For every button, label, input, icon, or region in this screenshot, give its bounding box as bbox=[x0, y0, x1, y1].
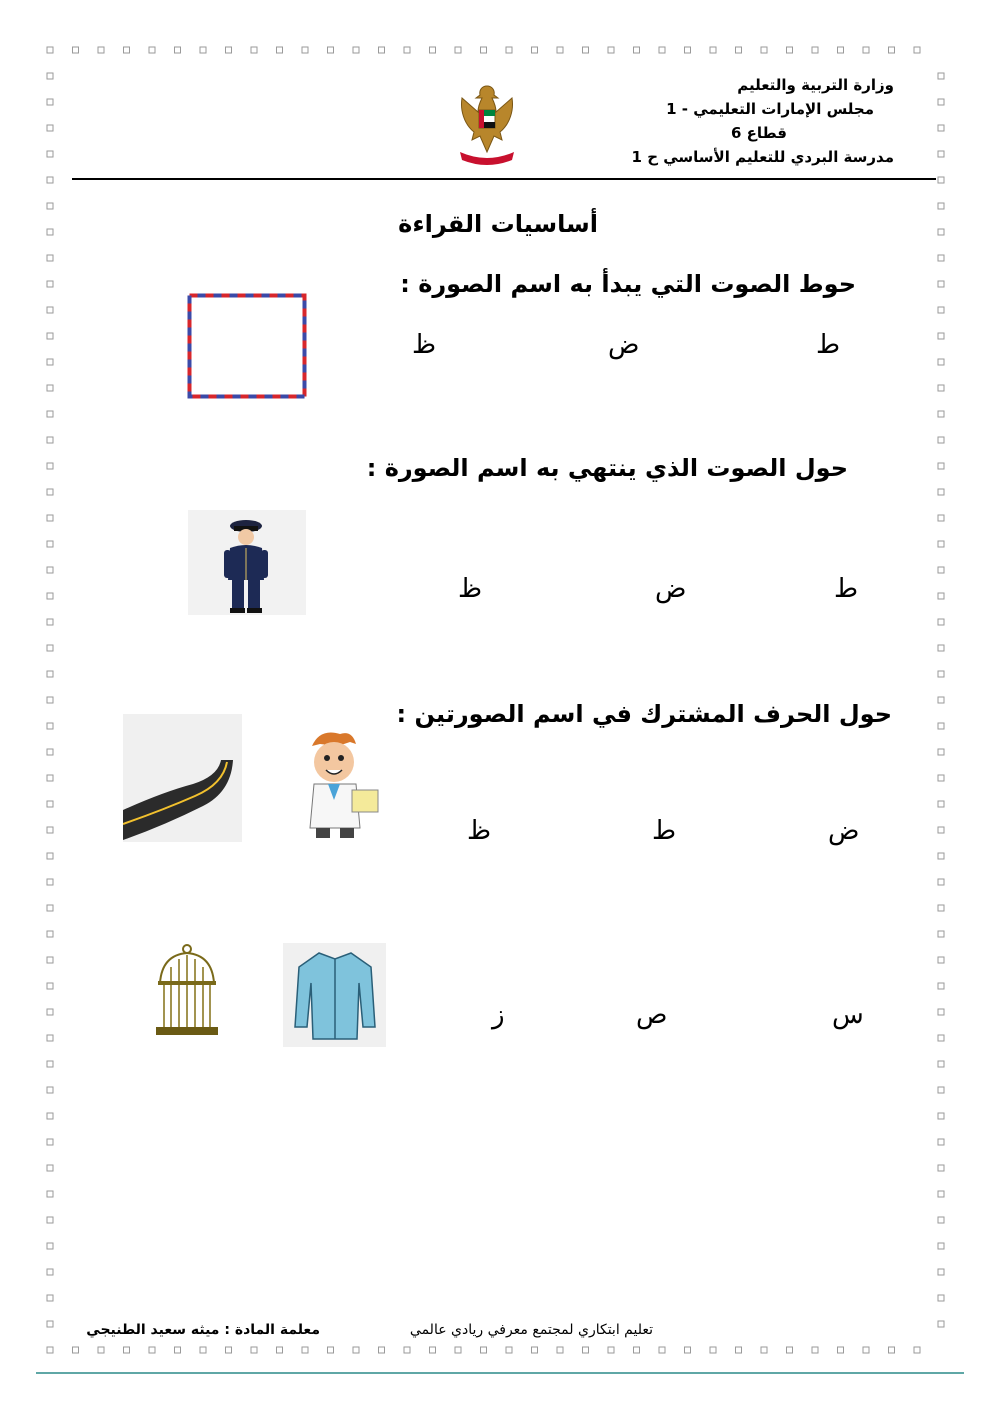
border-square bbox=[47, 203, 53, 209]
border-square bbox=[583, 47, 589, 53]
border-square bbox=[863, 1347, 869, 1353]
section-2-letter-3[interactable]: ظ bbox=[458, 574, 483, 604]
border-square bbox=[47, 931, 53, 937]
border-square bbox=[659, 47, 665, 53]
border-square bbox=[47, 411, 53, 417]
border-square bbox=[47, 1217, 53, 1223]
border-square bbox=[200, 1347, 206, 1353]
border-square bbox=[685, 1347, 691, 1353]
border-square bbox=[124, 1347, 130, 1353]
border-square bbox=[124, 47, 130, 53]
border-square bbox=[608, 1347, 614, 1353]
border-square bbox=[47, 99, 53, 105]
section-4-letter-3[interactable]: ز bbox=[492, 1000, 505, 1030]
border-square bbox=[47, 359, 53, 365]
border-square bbox=[938, 1269, 944, 1275]
birdcage-icon bbox=[152, 943, 222, 1039]
border-square bbox=[938, 359, 944, 365]
border-square bbox=[47, 1269, 53, 1275]
border-square bbox=[938, 463, 944, 469]
border-square bbox=[938, 515, 944, 521]
border-square bbox=[47, 489, 53, 495]
border-square bbox=[47, 47, 53, 53]
border-square bbox=[889, 1347, 895, 1353]
border-square bbox=[938, 1035, 944, 1041]
section-1-letter-3[interactable]: ظ bbox=[412, 330, 437, 360]
header-sector: قطاع 6 bbox=[731, 124, 787, 142]
envelope-frame-icon bbox=[187, 293, 307, 399]
border-square bbox=[226, 1347, 232, 1353]
border-square bbox=[938, 307, 944, 313]
section-4-letter-2[interactable]: ص bbox=[636, 1000, 668, 1030]
section-4-letter-1[interactable]: س bbox=[832, 1000, 864, 1030]
border-square bbox=[47, 437, 53, 443]
border-square bbox=[938, 1295, 944, 1301]
border-square bbox=[149, 47, 155, 53]
border-square bbox=[73, 1347, 79, 1353]
border-square bbox=[200, 47, 206, 53]
border-square bbox=[938, 99, 944, 105]
border-square bbox=[938, 1191, 944, 1197]
footer-teacher: معلمة المادة : ميثه سعيد الطنيجي bbox=[86, 1322, 320, 1338]
border-square bbox=[938, 541, 944, 547]
border-square bbox=[455, 1347, 461, 1353]
border-square bbox=[47, 1191, 53, 1197]
border-square bbox=[634, 1347, 640, 1353]
border-square bbox=[938, 1217, 944, 1223]
border-square bbox=[47, 1087, 53, 1093]
border-square bbox=[47, 385, 53, 391]
border-square bbox=[47, 1243, 53, 1249]
border-square bbox=[863, 47, 869, 53]
border-square bbox=[47, 229, 53, 235]
border-square bbox=[353, 1347, 359, 1353]
border-square bbox=[226, 47, 232, 53]
border-square bbox=[47, 1165, 53, 1171]
border-square bbox=[47, 1295, 53, 1301]
border-square bbox=[761, 1347, 767, 1353]
border-square bbox=[938, 827, 944, 833]
border-square bbox=[710, 1347, 716, 1353]
border-square bbox=[736, 47, 742, 53]
border-square bbox=[47, 1347, 53, 1353]
border-square bbox=[557, 47, 563, 53]
border-square bbox=[736, 1347, 742, 1353]
border-square bbox=[47, 749, 53, 755]
border-square bbox=[47, 541, 53, 547]
section-3-instruction: حول الحرف المشترك في اسم الصورتين : bbox=[396, 700, 892, 728]
police-officer-icon bbox=[188, 510, 306, 615]
border-square bbox=[47, 73, 53, 79]
border-square bbox=[47, 957, 53, 963]
border-square bbox=[938, 411, 944, 417]
border-square bbox=[47, 177, 53, 183]
border-square bbox=[938, 1243, 944, 1249]
border-square bbox=[47, 307, 53, 313]
border-square bbox=[47, 463, 53, 469]
border-square bbox=[353, 47, 359, 53]
border-square bbox=[812, 1347, 818, 1353]
border-square bbox=[787, 47, 793, 53]
border-square bbox=[47, 1113, 53, 1119]
header-school: مدرسة البردي للتعليم الأساسي ح 1 bbox=[631, 148, 894, 166]
border-square bbox=[47, 1139, 53, 1145]
border-square bbox=[938, 723, 944, 729]
border-square bbox=[455, 47, 461, 53]
border-square bbox=[430, 1347, 436, 1353]
border-square bbox=[938, 489, 944, 495]
border-square bbox=[47, 645, 53, 651]
border-square bbox=[659, 1347, 665, 1353]
border-square bbox=[608, 47, 614, 53]
border-square bbox=[938, 333, 944, 339]
border-square bbox=[761, 47, 767, 53]
border-square bbox=[98, 1347, 104, 1353]
border-square bbox=[914, 47, 920, 53]
border-square bbox=[175, 1347, 181, 1353]
border-square bbox=[47, 671, 53, 677]
border-square bbox=[914, 1347, 920, 1353]
border-square bbox=[938, 1165, 944, 1171]
border-square bbox=[938, 281, 944, 287]
border-square bbox=[938, 1113, 944, 1119]
border-square bbox=[47, 827, 53, 833]
border-square bbox=[938, 177, 944, 183]
border-square bbox=[47, 801, 53, 807]
border-square bbox=[379, 1347, 385, 1353]
border-square bbox=[838, 1347, 844, 1353]
border-square bbox=[938, 151, 944, 157]
section-2-letter-2[interactable]: ض bbox=[655, 574, 687, 604]
footer-slogan: تعليم ابتكاري لمجتمع معرفي ريادي عالمي bbox=[409, 1322, 653, 1338]
border-square bbox=[47, 1321, 53, 1327]
border-square bbox=[634, 47, 640, 53]
border-square bbox=[938, 255, 944, 261]
section-2-letter-1[interactable]: ط bbox=[834, 574, 859, 604]
border-square bbox=[938, 853, 944, 859]
border-square bbox=[277, 47, 283, 53]
border-square bbox=[583, 1347, 589, 1353]
section-2-instruction: حول الصوت الذي ينتهي به اسم الصورة : bbox=[366, 454, 848, 482]
border-square bbox=[938, 1087, 944, 1093]
border-square bbox=[938, 567, 944, 573]
border-square bbox=[302, 47, 308, 53]
border-square bbox=[938, 1139, 944, 1145]
border-square bbox=[938, 437, 944, 443]
border-square bbox=[938, 957, 944, 963]
border-square bbox=[938, 1009, 944, 1015]
border-square bbox=[532, 1347, 538, 1353]
border-square bbox=[938, 203, 944, 209]
border-square bbox=[47, 697, 53, 703]
border-square bbox=[938, 385, 944, 391]
border-square bbox=[47, 333, 53, 339]
border-square bbox=[938, 1061, 944, 1067]
uae-emblem-falcon-icon bbox=[452, 80, 522, 168]
shirt-icon bbox=[283, 943, 386, 1047]
border-square bbox=[47, 1035, 53, 1041]
border-square bbox=[47, 593, 53, 599]
border-square bbox=[328, 1347, 334, 1353]
border-square bbox=[938, 931, 944, 937]
border-square bbox=[404, 47, 410, 53]
border-square bbox=[47, 619, 53, 625]
border-square bbox=[685, 47, 691, 53]
border-square bbox=[98, 47, 104, 53]
border-square bbox=[47, 255, 53, 261]
border-square bbox=[47, 983, 53, 989]
border-square bbox=[47, 125, 53, 131]
section-1-letter-1[interactable]: ط bbox=[816, 330, 841, 360]
border-square bbox=[328, 47, 334, 53]
doctor-icon bbox=[290, 728, 390, 840]
border-square bbox=[557, 1347, 563, 1353]
section-1-instruction: حوط الصوت التي يبدأ به اسم الصورة : bbox=[400, 270, 856, 298]
section-3-letter-2[interactable]: ط bbox=[652, 816, 677, 846]
border-square bbox=[710, 47, 716, 53]
border-square bbox=[938, 125, 944, 131]
border-square bbox=[47, 1009, 53, 1015]
border-square bbox=[404, 1347, 410, 1353]
border-square bbox=[302, 1347, 308, 1353]
border-square bbox=[175, 47, 181, 53]
border-square bbox=[938, 593, 944, 599]
border-square bbox=[47, 775, 53, 781]
border-square bbox=[47, 281, 53, 287]
border-square bbox=[838, 47, 844, 53]
border-square bbox=[938, 229, 944, 235]
section-3-letter-3[interactable]: ظ bbox=[467, 816, 492, 846]
border-square bbox=[532, 47, 538, 53]
border-square bbox=[938, 1321, 944, 1327]
header-ministry: وزارة التربية والتعليم bbox=[737, 76, 894, 94]
page-title: أساسيات القراءة bbox=[398, 210, 598, 238]
header-divider bbox=[72, 178, 936, 180]
border-square bbox=[938, 749, 944, 755]
border-square bbox=[430, 47, 436, 53]
footer-line bbox=[36, 1372, 964, 1374]
border-square bbox=[938, 983, 944, 989]
border-square bbox=[47, 515, 53, 521]
border-square bbox=[251, 47, 257, 53]
border-square bbox=[251, 1347, 257, 1353]
border-square bbox=[787, 1347, 793, 1353]
section-1-letter-2[interactable]: ض bbox=[608, 330, 640, 360]
border-square bbox=[379, 47, 385, 53]
border-square bbox=[47, 879, 53, 885]
border-square bbox=[938, 671, 944, 677]
border-square bbox=[938, 775, 944, 781]
border-square bbox=[812, 47, 818, 53]
border-square bbox=[938, 879, 944, 885]
border-square bbox=[938, 645, 944, 651]
border-square bbox=[889, 47, 895, 53]
border-square bbox=[47, 723, 53, 729]
border-square bbox=[938, 801, 944, 807]
border-square bbox=[938, 697, 944, 703]
section-3-letter-1[interactable]: ض bbox=[828, 816, 860, 846]
border-square bbox=[149, 1347, 155, 1353]
border-square bbox=[481, 47, 487, 53]
border-square bbox=[506, 1347, 512, 1353]
border-square bbox=[47, 151, 53, 157]
header-council: مجلس الإمارات التعليمي - 1 bbox=[666, 100, 874, 118]
border-square bbox=[47, 1061, 53, 1067]
border-square bbox=[47, 905, 53, 911]
road-icon bbox=[123, 714, 242, 842]
border-square bbox=[47, 853, 53, 859]
border-square bbox=[506, 47, 512, 53]
border-square bbox=[938, 905, 944, 911]
border-square bbox=[73, 47, 79, 53]
border-square bbox=[481, 1347, 487, 1353]
border-square bbox=[277, 1347, 283, 1353]
border-square bbox=[938, 73, 944, 79]
border-square bbox=[47, 567, 53, 573]
border-square bbox=[938, 619, 944, 625]
